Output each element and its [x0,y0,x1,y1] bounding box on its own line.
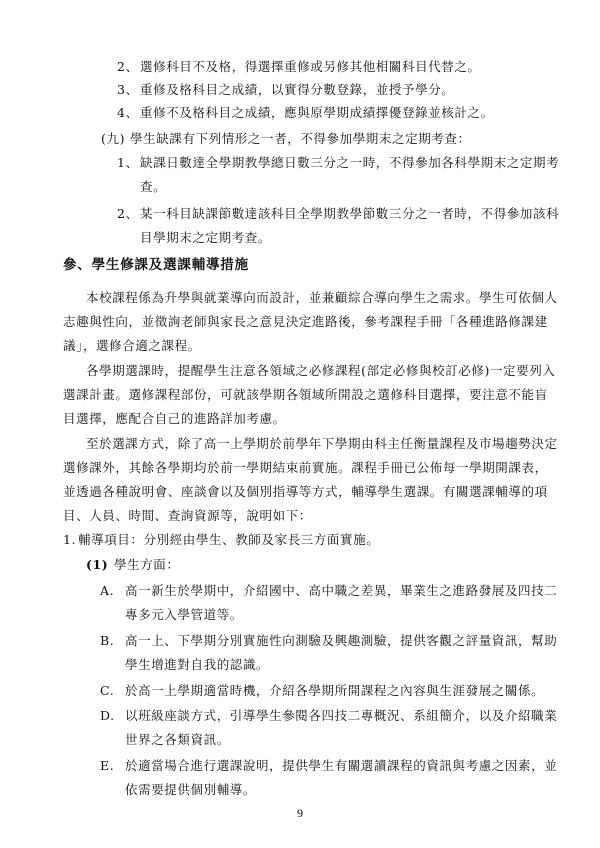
item-3-text: 重修及格科目之成績，以實得分數登錄，並授予學分。 [140,82,455,97]
item-a-letter: A. [100,583,115,598]
item-b-line2: 學生增進對自我的認識。 [125,657,270,672]
paragraph-3-line4: 目、人員、時間、查詢資源等，說明如下： [63,508,312,523]
sub-1-label: (1) [86,557,109,572]
clause-9-item-1-number: 1、 [117,155,139,170]
sub-1-text: 學生方面： [114,557,180,572]
item-3-number: 3、 [117,82,139,97]
clause-9-item-2-line2: 目學期末之定期考查。 [140,230,272,245]
paragraph-1-line3: 議」，選修合適之課程。 [63,338,201,353]
item-e-letter: E. [100,758,115,773]
item-a-line1: 高一新生於學期中，介紹國中、高中職之差異，畢業生之進路發展及四技二 [125,583,558,598]
item-d-line1: 以班級座談方式，引導學生參閱各四技二專概況、系組簡介，以及介紹職業 [125,708,558,723]
item-e-line2: 依需要提供個別輔導。 [125,782,257,797]
item-d-line2: 世界之各類資訊。 [125,732,230,747]
item-a-line2: 專多元入學管道等。 [125,607,243,622]
page-number: 9 [297,806,303,820]
clause-9-label: (九) [101,131,126,146]
clause-9-item-1-line1: 缺課日數達全學期教學總日數三分之一時，不得參加各科學期末之定期考 [140,155,560,170]
item-b-line1: 高一上、下學期分別實施性向測驗及興趣測驗，提供客觀之評量資訊，幫助 [125,633,558,648]
clause-9-text: 學生缺課有下列情形之一者，不得參加學期末之定期考查： [130,131,471,146]
clause-9-item-2-number: 2、 [117,206,139,221]
clause-9-item-2-line1: 某一科目缺課節數達該科目全學期教學節數三分之一者時，不得參加該科 [140,206,560,221]
paragraph-2-line1: 各學期選課時，提醒學生注意各領域之必修課程(部定必修與校訂必修)一定要列入 [86,363,556,378]
paragraph-2-line2: 選課計畫。選修課程部份，可就該學期各領域所開設之選修科目選擇，要注意不能盲 [63,387,548,402]
item-c-line1: 於高一上學期適當時機，介紹各學期所開課程之內容與生涯發展之關係。 [125,683,545,698]
paragraph-3-line3: 並透過各種說明會、座談會以及個別指導等方式，輔導學生選課。有關選課輔導的項 [63,484,548,499]
paragraph-1-line2: 志趣與性向，並徵詢老師與家長之意見決定進路後，參考課程手冊「各種進路修課建 [63,314,548,329]
item-c-letter: C. [100,683,115,698]
item-4-number: 4、 [117,105,139,120]
item-2-text: 選修科目不及格，得選擇重修或另修其他相關科目代替之。 [140,59,481,74]
item-e-line1: 於適當場合進行選課說明，提供學生有關選讀課程的資訊與考慮之因素，並 [125,758,558,773]
item-4-text: 重修不及格科目之成績，應與原學期成績擇優登錄並核計之。 [140,105,494,120]
paragraph-3-line1: 至於選課方式，除了高一上學期於前學年下學期由科主任衡量課程及市場趨勢決定 [86,436,558,451]
paragraph-2-line3: 目選擇，應配合自己的進路詳加考慮。 [63,411,286,426]
paragraph-1-line1: 本校課程係為升學與就業導向而設計，並兼顧綜合導向學生之需求。學生可依個人 [86,290,558,305]
list-1-text: 輔導項目：分別經由學生、教師及家長三方面實施。 [78,532,380,547]
section-heading: 參、學生修課及選課輔導措施 [63,257,249,273]
paragraph-3-line2: 選修課外，其餘各學期均於前一學期結束前實施。課程手冊已公佈每一學期開課表， [63,460,548,475]
clause-9-item-1-line2: 查。 [140,179,167,194]
list-1-number: 1. [63,532,77,547]
item-b-letter: B. [100,633,115,648]
item-2-number: 2、 [117,59,139,74]
item-d-letter: D. [100,708,115,723]
